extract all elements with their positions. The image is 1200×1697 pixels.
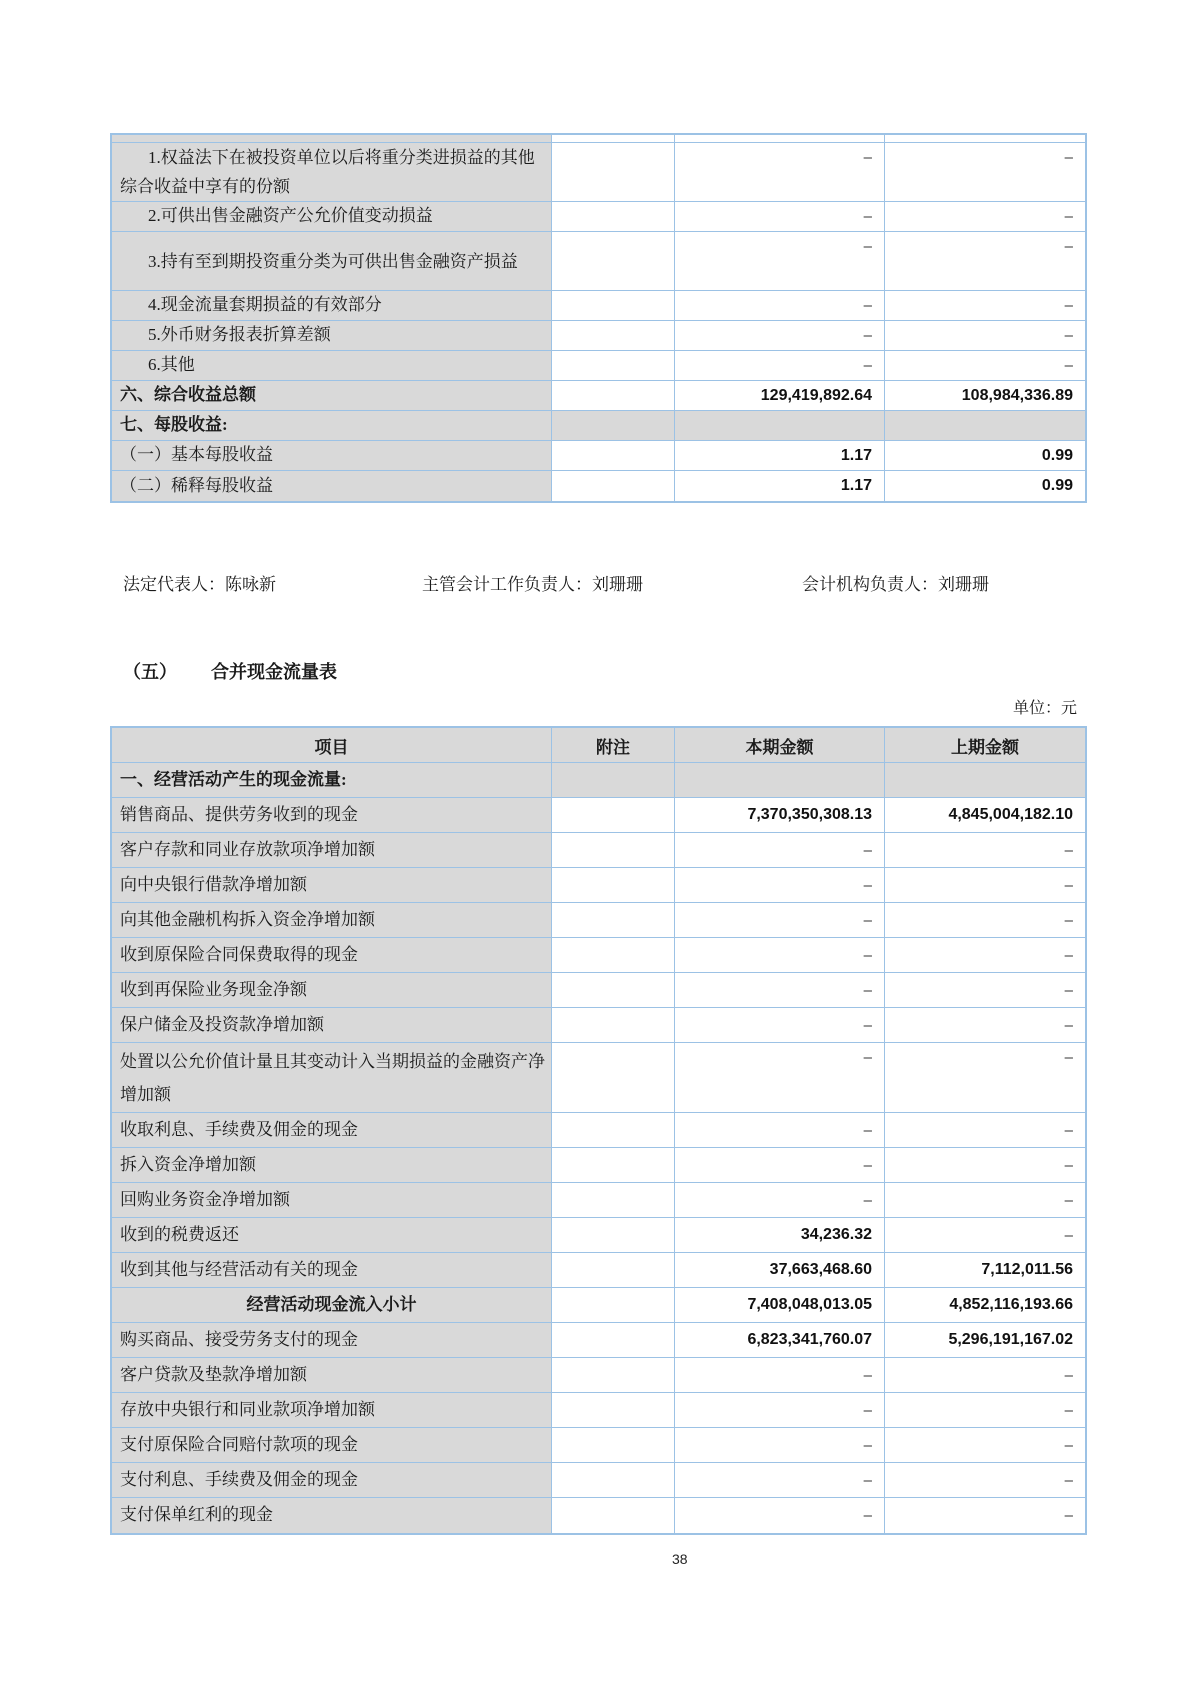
header-current <box>674 728 884 762</box>
dash-value: – <box>1064 1226 1073 1244</box>
dash-value: – <box>1064 1191 1073 1209</box>
table-row <box>112 1358 1085 1393</box>
note-cell <box>551 143 674 201</box>
amount-value: 7,408,048,013.05 <box>747 1296 872 1313</box>
item-label: 客户贷款及垫款净增加额 <box>120 1364 307 1384</box>
dash-value: – <box>863 911 872 929</box>
item-cell <box>112 351 551 380</box>
note-cell <box>551 381 674 410</box>
item-cell <box>112 1428 551 1462</box>
amount-value: 6,823,341,760.07 <box>747 1331 872 1348</box>
item-label: 1.权益法下在被投资单位以后将重分类进损益的其他综合收益中享有的份额 <box>120 148 535 196</box>
item-label: 收到再保险业务现金净额 <box>120 979 307 999</box>
prior-amount-cell <box>884 903 1085 937</box>
table-row <box>112 143 1085 202</box>
prior-amount-cell <box>884 1148 1085 1182</box>
prior-amount-cell <box>884 938 1085 972</box>
current-amount-cell <box>674 1393 884 1427</box>
current-amount-cell <box>674 1043 884 1112</box>
note-cell <box>551 1113 674 1147</box>
prior-amount-cell <box>884 291 1085 320</box>
dash-value: – <box>863 946 872 964</box>
item-label: 4.现金流量套期损益的有效部分 <box>148 295 382 315</box>
note-cell <box>551 1498 674 1533</box>
current-amount-cell <box>674 973 884 1007</box>
item-cell <box>112 1148 551 1182</box>
current-amount-cell <box>674 411 884 440</box>
note-cell <box>551 232 674 290</box>
item-label: 收到其他与经营活动有关的现金 <box>120 1259 358 1279</box>
prior-amount-cell <box>884 1043 1085 1112</box>
table-row <box>112 973 1085 1008</box>
amount-value: 34,236.32 <box>800 1226 872 1243</box>
chief-accountant: 主管会计工作负责人：刘珊珊 <box>422 575 643 594</box>
current-amount-cell <box>674 232 884 290</box>
current-amount-cell <box>674 441 884 470</box>
note-cell <box>551 1218 674 1252</box>
dash-value: – <box>1064 1016 1073 1034</box>
table-row <box>112 1218 1085 1253</box>
item-cell <box>112 143 551 201</box>
prior-amount-cell <box>884 232 1085 290</box>
dash-value: – <box>863 876 872 894</box>
note-cell <box>551 1148 674 1182</box>
current-amount-cell <box>674 471 884 501</box>
table-row <box>112 351 1085 381</box>
item-cell <box>112 1358 551 1392</box>
prior-amount-cell <box>884 763 1085 797</box>
item-cell <box>112 202 551 231</box>
prior-amount-cell <box>884 202 1085 231</box>
current-amount-cell <box>674 143 884 201</box>
note-cell <box>551 1288 674 1322</box>
dash-value: – <box>863 1016 872 1034</box>
column-header-label: 上期金额 <box>951 737 1019 757</box>
current-amount-cell <box>674 351 884 380</box>
dash-value: – <box>863 1436 872 1454</box>
current-amount-cell <box>674 1288 884 1322</box>
note-cell <box>551 351 674 380</box>
table-row <box>112 1288 1085 1323</box>
item-cell <box>112 798 551 832</box>
amount-value: 1.17 <box>840 446 872 464</box>
header-item <box>112 728 551 762</box>
table-row <box>112 321 1085 351</box>
dash-value: – <box>1064 981 1073 999</box>
item-label: 七、每股收益: <box>120 415 228 435</box>
prior-amount-cell <box>884 1428 1085 1462</box>
item-label: 收到原保险合同保费取得的现金 <box>120 944 358 964</box>
item-label: 购买商品、接受劳务支付的现金 <box>120 1329 358 1349</box>
item-cell <box>112 1218 551 1252</box>
current-amount-cell <box>674 321 884 350</box>
item-label: 向中央银行借款净增加额 <box>120 874 307 894</box>
dash-value: – <box>863 1191 872 1209</box>
amount-value: 7,112,011.56 <box>981 1261 1073 1278</box>
item-cell <box>112 1393 551 1427</box>
amount-value: 5,296,191,167.02 <box>948 1331 1073 1348</box>
item-label: 经营活动现金流入小计 <box>246 1294 417 1314</box>
table-row <box>112 1113 1085 1148</box>
item-cell <box>112 471 551 501</box>
dash-value: – <box>1064 297 1073 314</box>
prior-amount-cell <box>884 1323 1085 1357</box>
item-cell <box>112 135 551 142</box>
column-header-label: 本期金额 <box>745 737 814 757</box>
table-row <box>112 1008 1085 1043</box>
dash-value: – <box>1064 911 1073 929</box>
table-row <box>112 1183 1085 1218</box>
item-cell <box>112 441 551 470</box>
note-cell <box>551 291 674 320</box>
dash-value: – <box>1064 1366 1073 1384</box>
prior-amount-cell <box>884 1253 1085 1287</box>
current-amount-cell <box>674 1008 884 1042</box>
table-row <box>112 1498 1085 1533</box>
amount-value: 0.99 <box>1041 477 1073 494</box>
cash-flow-table <box>110 726 1087 1535</box>
dash-value: – <box>1064 327 1073 344</box>
prior-amount-cell <box>884 135 1085 142</box>
item-label: 3.持有至到期投资重分类为可供出售金融资产损益 <box>148 251 518 271</box>
table-row <box>112 291 1085 321</box>
amount-value: 108,984,336.89 <box>961 386 1073 404</box>
dash-value: – <box>863 208 872 225</box>
note-cell <box>551 135 674 142</box>
prior-amount-cell <box>884 1498 1085 1533</box>
amount-value: 129,419,892.64 <box>760 386 872 404</box>
item-label: 向其他金融机构拆入资金净增加额 <box>120 909 375 929</box>
prior-amount-cell <box>884 1008 1085 1042</box>
prior-amount-cell <box>884 833 1085 867</box>
item-label: （一）基本每股收益 <box>120 445 273 465</box>
item-label: 2.可供出售金融资产公允价值变动损益 <box>148 206 433 226</box>
note-cell <box>551 868 674 902</box>
prior-amount-cell <box>884 143 1085 201</box>
table-row <box>112 763 1085 798</box>
prior-amount-cell <box>884 321 1085 350</box>
dash-value: – <box>863 1366 872 1384</box>
income-statement-table <box>110 133 1087 503</box>
legal-representative: 法定代表人：陈咏新 <box>123 575 276 594</box>
current-amount-cell <box>674 1428 884 1462</box>
current-amount-cell <box>674 763 884 797</box>
prior-amount-cell <box>884 411 1085 440</box>
prior-amount-cell <box>884 381 1085 410</box>
current-amount-cell <box>674 1183 884 1217</box>
current-amount-cell <box>674 833 884 867</box>
table-row <box>112 833 1085 868</box>
amount-value: 37,663,468.60 <box>769 1261 872 1278</box>
prior-amount-cell <box>884 1218 1085 1252</box>
note-cell <box>551 1358 674 1392</box>
table-row <box>112 1463 1085 1498</box>
table-row <box>112 1393 1085 1428</box>
column-header-label: 项目 <box>314 737 349 757</box>
prior-amount-cell <box>884 1393 1085 1427</box>
unit-label: 单位：元 <box>1012 700 1077 717</box>
current-amount-cell <box>674 1498 884 1533</box>
note-cell <box>551 321 674 350</box>
prior-amount-cell <box>884 973 1085 1007</box>
note-cell <box>551 798 674 832</box>
item-label: 收到的税费返还 <box>120 1224 239 1244</box>
item-cell <box>112 381 551 410</box>
note-cell <box>551 1008 674 1042</box>
table-header-row <box>112 728 1085 763</box>
item-label: 客户存款和同业存放款项净增加额 <box>120 839 375 859</box>
prior-amount-cell <box>884 471 1085 501</box>
item-label: 支付保单红利的现金 <box>120 1505 273 1525</box>
dash-value: – <box>863 238 872 255</box>
note-cell <box>551 411 674 440</box>
current-amount-cell <box>674 202 884 231</box>
dash-value: – <box>863 841 872 859</box>
current-amount-cell <box>674 135 884 142</box>
table-row <box>112 938 1085 973</box>
table-row <box>112 903 1085 938</box>
amount-value: 4,852,116,193.66 <box>949 1296 1073 1313</box>
item-label: 支付利息、手续费及佣金的现金 <box>120 1469 358 1489</box>
signature-line <box>110 570 1087 594</box>
item-cell <box>112 411 551 440</box>
dash-value: – <box>1064 841 1073 859</box>
note-cell <box>551 973 674 1007</box>
current-amount-cell <box>674 938 884 972</box>
prior-amount-cell <box>884 1358 1085 1392</box>
item-label: 保户储金及投资款净增加额 <box>120 1014 324 1034</box>
prior-amount-cell <box>884 441 1085 470</box>
dash-value: – <box>1064 1049 1073 1066</box>
prior-amount-cell <box>884 868 1085 902</box>
dash-value: – <box>863 1507 872 1524</box>
amount-value: 4,845,004,182.10 <box>948 806 1073 823</box>
note-cell <box>551 833 674 867</box>
table-row <box>112 381 1085 411</box>
header-note <box>551 728 674 762</box>
dash-value: – <box>863 1121 872 1139</box>
table-row <box>112 868 1085 903</box>
note-cell <box>551 1463 674 1497</box>
note-cell <box>551 938 674 972</box>
item-cell <box>112 291 551 320</box>
current-amount-cell <box>674 1113 884 1147</box>
note-cell <box>551 1323 674 1357</box>
dash-value: – <box>863 1156 872 1174</box>
note-cell <box>551 471 674 501</box>
prior-amount-cell <box>884 1113 1085 1147</box>
table-row <box>112 1253 1085 1288</box>
table-row <box>112 1043 1085 1113</box>
item-label: 收取利息、手续费及佣金的现金 <box>120 1119 358 1139</box>
dash-value: – <box>1064 149 1073 166</box>
current-amount-cell <box>674 1463 884 1497</box>
item-label: 6.其他 <box>148 355 195 375</box>
note-cell <box>551 441 674 470</box>
dash-value: – <box>1064 1507 1073 1524</box>
item-cell <box>112 1008 551 1042</box>
current-amount-cell <box>674 868 884 902</box>
prior-amount-cell <box>884 798 1085 832</box>
current-amount-cell <box>674 1253 884 1287</box>
item-cell <box>112 321 551 350</box>
dash-value: – <box>863 981 872 999</box>
table-row <box>112 441 1085 471</box>
amount-value: 0.99 <box>1041 446 1073 464</box>
page-number: 38 <box>672 1551 688 1567</box>
item-cell <box>112 1463 551 1497</box>
note-cell <box>551 1183 674 1217</box>
item-cell <box>112 1288 551 1322</box>
prior-amount-cell <box>884 1288 1085 1322</box>
current-amount-cell <box>674 1358 884 1392</box>
amount-value: 7,370,350,308.13 <box>747 806 872 823</box>
item-cell <box>112 232 551 290</box>
item-label: 处置以公允价值计量且其变动计入当期损益的金融资产净增加额 <box>120 1051 545 1104</box>
item-label: 拆入资金净增加额 <box>120 1154 256 1174</box>
dash-value: – <box>1064 1436 1073 1454</box>
dash-value: – <box>863 1471 872 1489</box>
amount-value: 1.17 <box>840 477 872 494</box>
dash-value: – <box>1064 238 1073 255</box>
dash-value: – <box>1064 1471 1073 1489</box>
item-label: （二）稀释每股收益 <box>120 475 273 495</box>
section-title: 合并现金流量表 <box>211 662 337 682</box>
item-label: 回购业务资金净增加额 <box>120 1189 290 1209</box>
current-amount-cell <box>674 798 884 832</box>
table-row <box>112 1148 1085 1183</box>
note-cell <box>551 202 674 231</box>
item-label: 5.外币财务报表折算差额 <box>148 325 331 345</box>
item-cell <box>112 903 551 937</box>
current-amount-cell <box>674 381 884 410</box>
note-cell <box>551 1043 674 1112</box>
item-cell <box>112 938 551 972</box>
note-cell <box>551 763 674 797</box>
current-amount-cell <box>674 291 884 320</box>
current-amount-cell <box>674 1148 884 1182</box>
item-label: 六、综合收益总额 <box>120 385 256 405</box>
dash-value: – <box>863 327 872 344</box>
prior-amount-cell <box>884 351 1085 380</box>
item-cell <box>112 1043 551 1112</box>
accounting-head: 会计机构负责人：刘珊珊 <box>802 575 989 594</box>
table-row <box>112 798 1085 833</box>
header-prior <box>884 728 1085 762</box>
dash-value: – <box>1064 1121 1073 1139</box>
note-cell <box>551 1428 674 1462</box>
item-cell <box>112 1183 551 1217</box>
dash-value: – <box>1064 357 1073 374</box>
section-heading <box>123 658 337 684</box>
item-label: 存放中央银行和同业款项净增加额 <box>120 1399 375 1419</box>
current-amount-cell <box>674 903 884 937</box>
item-cell <box>112 1498 551 1533</box>
item-cell <box>112 868 551 902</box>
table-row <box>112 471 1085 501</box>
item-cell <box>112 1113 551 1147</box>
item-label: 一、经营活动产生的现金流量: <box>120 769 347 789</box>
item-cell <box>112 1323 551 1357</box>
table-row <box>112 411 1085 441</box>
dash-value: – <box>1064 208 1073 225</box>
dash-value: – <box>863 1401 872 1419</box>
item-cell <box>112 973 551 1007</box>
column-header-label: 附注 <box>596 737 630 757</box>
item-label: 支付原保险合同赔付款项的现金 <box>120 1434 358 1454</box>
table-row <box>112 1323 1085 1358</box>
current-amount-cell <box>674 1218 884 1252</box>
dash-value: – <box>863 357 872 374</box>
dash-value: – <box>1064 876 1073 894</box>
note-cell <box>551 903 674 937</box>
item-cell <box>112 763 551 797</box>
table-row <box>112 202 1085 232</box>
prior-amount-cell <box>884 1463 1085 1497</box>
dash-value: – <box>1064 1156 1073 1174</box>
table-row <box>112 1428 1085 1463</box>
dash-value: – <box>1064 946 1073 964</box>
item-cell <box>112 833 551 867</box>
current-amount-cell <box>674 1323 884 1357</box>
note-cell <box>551 1253 674 1287</box>
section-index: （五） <box>123 662 177 682</box>
note-cell <box>551 1393 674 1427</box>
dash-value: – <box>863 297 872 314</box>
dash-value: – <box>863 1049 872 1066</box>
dash-value: – <box>1064 1401 1073 1419</box>
item-cell <box>112 1253 551 1287</box>
page-break-row-stub <box>112 135 1085 143</box>
table-row <box>112 232 1085 291</box>
prior-amount-cell <box>884 1183 1085 1217</box>
item-label: 销售商品、提供劳务收到的现金 <box>120 804 358 824</box>
dash-value: – <box>863 149 872 166</box>
